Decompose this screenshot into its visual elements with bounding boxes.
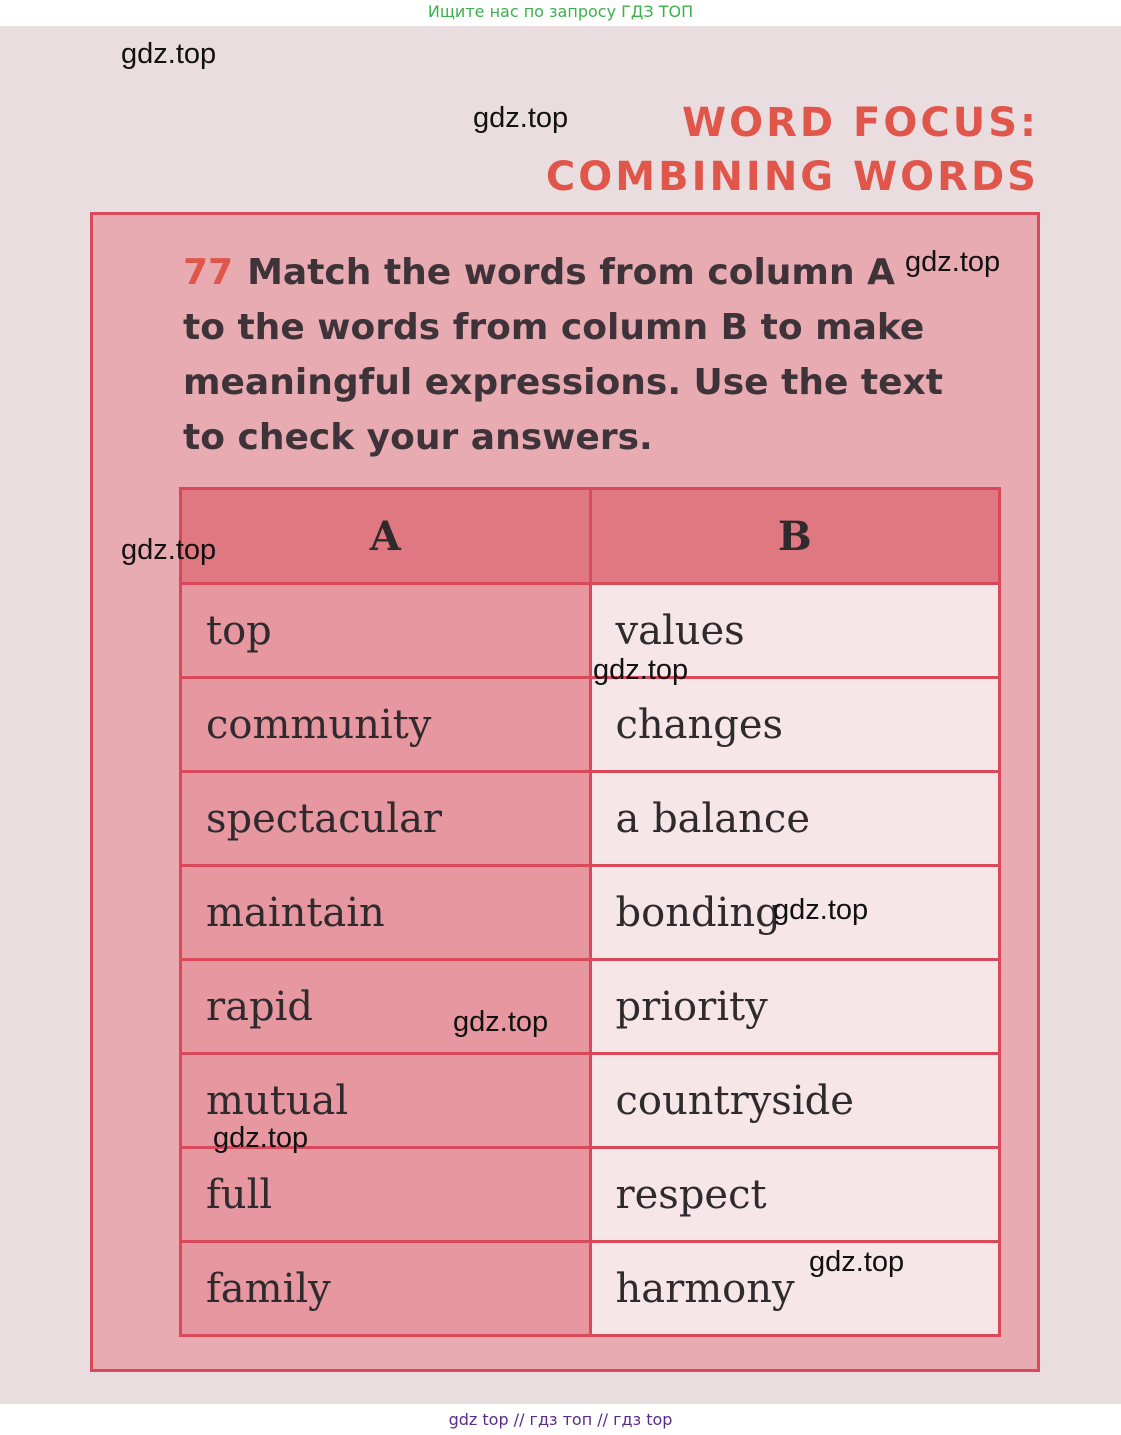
watermark: gdz.top [905, 246, 1001, 278]
column-a-cell[interactable]: rapid [181, 960, 591, 1054]
exercise-box [90, 212, 1040, 1372]
watermark: gdz.top [453, 1006, 549, 1038]
watermark: gdz.top [121, 534, 217, 566]
column-b-cell[interactable]: countryside [590, 1054, 1000, 1148]
heading-line-2: COMBINING WORDS [545, 154, 1039, 200]
heading-line-1: WORD FOCUS: [681, 100, 1039, 146]
textbook-page [0, 26, 1121, 1404]
table-row [181, 1148, 1000, 1242]
table-row [181, 678, 1000, 772]
footer-links[interactable]: gdz top // гдз топ // гдз top [0, 1404, 1121, 1435]
column-b-cell[interactable]: bonding [590, 866, 1000, 960]
column-a-cell[interactable]: maintain [181, 866, 591, 960]
watermark: gdz.top [773, 894, 869, 926]
section-heading [546, 96, 1039, 204]
watermark: gdz.top [213, 1122, 309, 1154]
table-header-row [181, 489, 1000, 584]
column-b-cell[interactable]: respect [590, 1148, 1000, 1242]
column-a-cell[interactable]: family [181, 1242, 591, 1336]
column-b-cell[interactable]: harmony [590, 1242, 1000, 1336]
column-a-cell[interactable]: top [181, 584, 591, 678]
table-row [181, 584, 1000, 678]
watermark: gdz.top [473, 102, 569, 134]
column-b-cell[interactable]: values [590, 584, 1000, 678]
watermark: gdz.top [121, 38, 217, 70]
exercise-number: 77 [183, 252, 234, 293]
column-a-header: A [181, 489, 591, 584]
instruction-text: Match the words from column A to the words from column B to make meaningful expressions. Use the text to check your answers. [183, 252, 943, 458]
exercise-instruction [183, 245, 943, 465]
column-b-header: B [590, 489, 1000, 584]
column-a-cell[interactable]: full [181, 1148, 591, 1242]
table-row [181, 960, 1000, 1054]
column-a-cell[interactable]: community [181, 678, 591, 772]
table-body [181, 584, 1000, 1336]
column-a-cell[interactable]: spectacular [181, 772, 591, 866]
column-b-cell[interactable]: changes [590, 678, 1000, 772]
top-banner[interactable]: Ищите нас по запросу ГДЗ ТОП [0, 0, 1121, 26]
watermark: gdz.top [809, 1246, 905, 1278]
table-row [181, 866, 1000, 960]
column-b-cell[interactable]: a balance [590, 772, 1000, 866]
column-b-cell[interactable]: priority [590, 960, 1000, 1054]
table-row [181, 772, 1000, 866]
column-a-cell[interactable]: mutual [181, 1054, 591, 1148]
watermark: gdz.top [593, 654, 689, 686]
matching-table [179, 487, 1001, 1337]
